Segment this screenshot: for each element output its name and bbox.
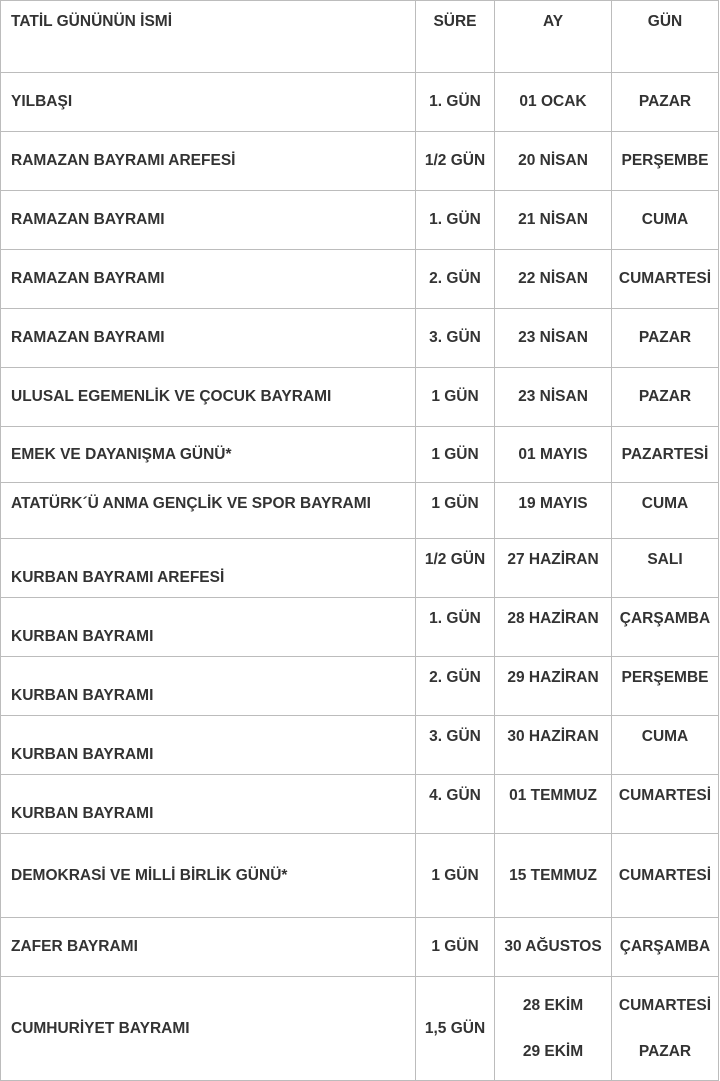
holiday-date: 30 HAZİRAN xyxy=(495,716,612,775)
header-sure: SÜRE xyxy=(416,1,495,73)
holiday-weekday: PAZARTESİ xyxy=(612,427,719,483)
holiday-name: EMEK VE DAYANIŞMA GÜNÜ* xyxy=(1,427,416,483)
holiday-weekday: ÇARŞAMBA xyxy=(612,598,719,657)
holiday-date: 15 TEMMUZ xyxy=(495,834,612,918)
holiday-name: KURBAN BAYRAMI xyxy=(1,598,416,657)
table-row xyxy=(1,427,719,483)
holiday-date: 01 MAYIS xyxy=(495,427,612,483)
table-row xyxy=(1,368,719,427)
holiday-duration: 1 GÜN xyxy=(416,483,495,539)
table-header-row xyxy=(1,1,719,73)
table-row xyxy=(1,716,719,775)
holiday-weekday: CUMA xyxy=(612,716,719,775)
holiday-name: KURBAN BAYRAMI AREFESİ xyxy=(1,539,416,598)
holiday-weekday: CUMARTESİ xyxy=(612,775,719,834)
holiday-name: KURBAN BAYRAMI xyxy=(1,657,416,716)
holiday-date: 01 OCAK xyxy=(495,73,612,132)
holiday-weekday: PAZAR xyxy=(638,1042,692,1060)
holiday-weekday: CUMA xyxy=(612,483,719,539)
holiday-weekday-cell xyxy=(612,977,719,1081)
holiday-date: 22 NİSAN xyxy=(495,250,612,309)
table-row xyxy=(1,73,719,132)
holiday-name: KURBAN BAYRAMI xyxy=(1,716,416,775)
holiday-duration: 1/2 GÜN xyxy=(416,132,495,191)
holiday-duration: 4. GÜN xyxy=(416,775,495,834)
holiday-duration: 2. GÜN xyxy=(416,657,495,716)
holiday-weekday: PAZAR xyxy=(612,368,719,427)
table-row xyxy=(1,539,719,598)
holiday-date: 28 EKİM xyxy=(522,996,584,1014)
holiday-duration: 1 GÜN xyxy=(416,368,495,427)
holiday-weekday: PERŞEMBE xyxy=(612,657,719,716)
header-ay: AY xyxy=(495,1,612,73)
holiday-name: ATATÜRK´Ü ANMA GENÇLİK VE SPOR BAYRAMI xyxy=(1,483,416,539)
holiday-date: 01 TEMMUZ xyxy=(495,775,612,834)
holiday-weekday: CUMA xyxy=(612,191,719,250)
table-row xyxy=(1,918,719,977)
holiday-duration: 2. GÜN xyxy=(416,250,495,309)
holiday-name: RAMAZAN BAYRAMI AREFESİ xyxy=(1,132,416,191)
holiday-name: YILBAŞI xyxy=(1,73,416,132)
holiday-duration: 1/2 GÜN xyxy=(416,539,495,598)
holiday-name: RAMAZAN BAYRAMI xyxy=(1,191,416,250)
holiday-duration: 1 GÜN xyxy=(416,427,495,483)
holiday-weekday: PAZAR xyxy=(612,309,719,368)
holiday-name: ZAFER BAYRAMI xyxy=(1,918,416,977)
holiday-weekday: ÇARŞAMBA xyxy=(612,918,719,977)
table-row xyxy=(1,657,719,716)
holiday-date: 19 MAYIS xyxy=(495,483,612,539)
holiday-date: 29 EKİM xyxy=(522,1042,584,1060)
holiday-name: CUMHURİYET BAYRAMI xyxy=(1,977,416,1081)
holiday-date: 29 HAZİRAN xyxy=(495,657,612,716)
holiday-weekday: CUMARTESİ xyxy=(612,834,719,918)
holiday-duration: 1 GÜN xyxy=(416,918,495,977)
holiday-date: 21 NİSAN xyxy=(495,191,612,250)
table-row xyxy=(1,191,719,250)
table-row xyxy=(1,132,719,191)
holiday-weekday: CUMARTESİ xyxy=(612,250,719,309)
holiday-weekday: PAZAR xyxy=(612,73,719,132)
holiday-weekday: PERŞEMBE xyxy=(612,132,719,191)
holiday-date: 28 HAZİRAN xyxy=(495,598,612,657)
holiday-duration: 1. GÜN xyxy=(416,191,495,250)
holiday-date-cell xyxy=(495,977,612,1081)
holiday-date: 23 NİSAN xyxy=(495,368,612,427)
holiday-name: RAMAZAN BAYRAMI xyxy=(1,250,416,309)
holiday-duration: 1,5 GÜN xyxy=(416,977,495,1081)
holiday-duration: 1. GÜN xyxy=(416,598,495,657)
holiday-weekday: SALI xyxy=(612,539,719,598)
holiday-duration: 1 GÜN xyxy=(416,834,495,918)
header-name: TATİL GÜNÜNÜN İSMİ xyxy=(1,1,416,73)
holiday-date: 23 NİSAN xyxy=(495,309,612,368)
table-row xyxy=(1,483,719,539)
table-row xyxy=(1,834,719,918)
holiday-date: 20 NİSAN xyxy=(495,132,612,191)
table-row xyxy=(1,977,719,1081)
holiday-name: DEMOKRASİ VE MİLLİ BİRLİK GÜNÜ* xyxy=(1,834,416,918)
holiday-weekday: CUMARTESİ xyxy=(618,996,712,1014)
holiday-duration: 1. GÜN xyxy=(416,73,495,132)
table-row xyxy=(1,598,719,657)
header-gun: GÜN xyxy=(612,1,719,73)
holiday-name: RAMAZAN BAYRAMI xyxy=(1,309,416,368)
holiday-name: KURBAN BAYRAMI xyxy=(1,775,416,834)
table-row xyxy=(1,775,719,834)
holiday-date: 30 AĞUSTOS xyxy=(495,918,612,977)
holiday-name: ULUSAL EGEMENLİK VE ÇOCUK BAYRAMI xyxy=(1,368,416,427)
table-row xyxy=(1,250,719,309)
holiday-duration: 3. GÜN xyxy=(416,309,495,368)
holiday-date: 27 HAZİRAN xyxy=(495,539,612,598)
table-row xyxy=(1,309,719,368)
holiday-duration: 3. GÜN xyxy=(416,716,495,775)
